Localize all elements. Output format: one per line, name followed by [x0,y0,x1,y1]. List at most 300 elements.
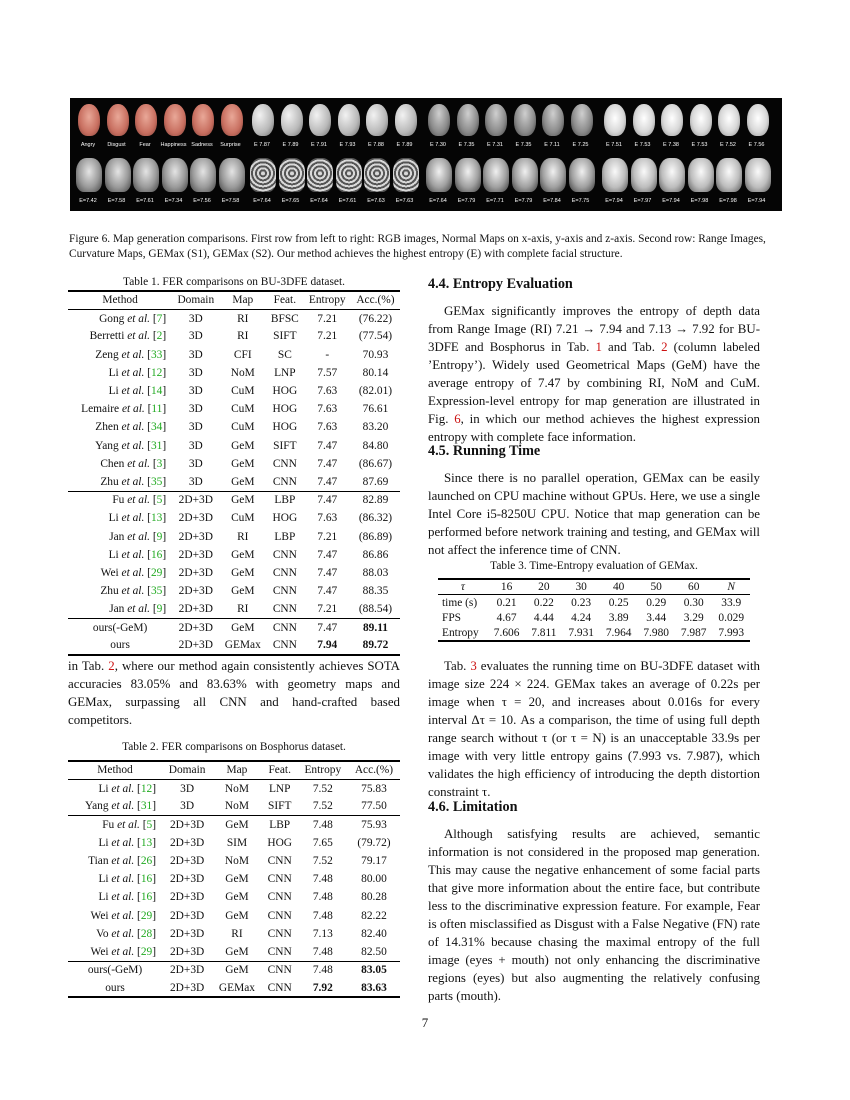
domain-cell: 3D [180,782,195,795]
map-cell: GEMax [218,981,255,994]
domain-cell: 3D [188,366,203,379]
face-thumbnail [309,104,331,136]
row-label: Entropy [442,626,479,639]
entropy-label: E=7.75 [571,198,590,204]
value-cell: 0.25 [608,596,629,609]
value-cell: 0.30 [683,596,704,609]
face-thumbnail [690,104,712,136]
table-row [68,309,400,327]
citation-link[interactable]: 31 [150,439,163,452]
table-row [68,364,400,382]
tab-2-link[interactable]: 2 [661,340,668,354]
citation-link[interactable]: 12 [150,366,163,379]
entropy-cell: 7.52 [312,782,333,795]
domain-cell: 2D+3D [169,945,205,958]
entropy-cell: 7.48 [312,964,333,977]
feat-cell: SC [277,348,292,361]
domain-cell: 2D+3D [169,873,205,886]
method-cell: Berretti et al. [2] [89,330,167,343]
face-thumbnail [336,158,362,192]
entropy-cell: 7.63 [317,421,338,434]
ours-row [68,979,400,997]
domain-cell: 2D+3D [169,891,205,904]
acc-cell: 80.00 [361,873,387,886]
entropy-cell: 7.63 [317,385,338,398]
entropy-label: E 7.31 [487,142,503,148]
value-cell: 0.23 [571,596,592,609]
citation-link[interactable]: 28 [140,927,153,940]
face-thumbnail [633,104,655,136]
figure-6-image [70,98,782,211]
face-thumbnail [162,158,188,192]
feat-cell: SIFT [273,439,297,452]
feat-cell: CNN [267,873,292,886]
acc-cell: 70.93 [362,348,389,361]
map-cell: CuM [231,421,255,434]
domain-cell: 3D [188,421,203,434]
domain-cell: 2D+3D [169,855,205,868]
entropy-label: E=7.71 [486,198,504,204]
table-row [68,437,400,455]
acc-cell: (79.72) [357,836,391,849]
acc-cell: 80.14 [362,366,389,379]
method-cell: Zhen et al. [34] [95,421,167,434]
citation-link[interactable]: 16 [140,873,153,886]
value-cell: 3.29 [683,611,704,624]
feat-cell: CNN [267,855,292,868]
method-cell: Wei et al. [29] [100,566,167,579]
table-row [68,797,400,815]
expression-label: Happiness [160,142,187,148]
entropy-cell: - [325,348,330,361]
entropy-cell: 7.63 [317,512,338,525]
method-cell: Li et al. [12] [108,366,167,379]
entropy-label: E=7.64 [429,198,447,204]
entropy-label: E=7.58 [221,198,240,204]
citation-link[interactable]: 7 [156,312,163,325]
section-4-6-title: 4.6. Limitation [428,799,518,815]
method-cell: ours(-GeM) [92,621,148,634]
domain-cell: 3D [188,475,203,488]
entropy-cell: 7.13 [312,927,333,940]
feat-cell: CNN [272,639,297,652]
entropy-label: E 7.51 [606,142,622,148]
map-cell: CuM [231,512,255,525]
column-header: Acc.(%) [356,294,395,307]
feat-cell: HOG [272,403,298,416]
entropy-label: E 7.11 [544,142,560,148]
acc-cell: 75.93 [361,818,387,831]
face-thumbnail [338,104,360,136]
table-row [68,852,400,870]
feat-cell: SIFT [273,330,297,343]
entropy-cell: 7.92 [312,981,333,994]
map-cell: CuM [231,385,255,398]
acc-cell: 82.40 [361,927,387,940]
entropy-label: E=7.94 [605,198,623,204]
entropy-label: E 7.35 [515,142,532,148]
left-paragraph: in Tab. 2, where our method again consistently achieves SOTA accuracies 83.05% and 83.63% with geometry maps and GEMax, surpassing all CNN and hand-crafted based competitors. [68,659,400,727]
citation-link[interactable]: 16 [140,891,153,904]
column-header: Feat. [273,294,297,307]
entropy-label: E=7.79 [514,198,533,204]
citation-link[interactable]: 33 [150,348,163,361]
domain-cell: 3D [180,800,195,813]
entropy-label: E=7.63 [367,198,385,204]
domain-cell: 2D+3D [169,836,205,849]
column-header: Map [226,764,248,777]
map-cell: GeM [231,457,255,470]
face-thumbnail [221,104,243,136]
citation-link[interactable]: 31 [140,800,153,813]
face-thumbnail [426,158,452,192]
method-cell: Zhu et al. [35] [100,475,167,488]
map-cell: GEMax [224,639,261,652]
map-cell: NoM [230,366,255,379]
ours-row [68,637,400,655]
column-header: 40 [612,581,625,593]
entropy-label: E 7.53 [634,142,651,148]
domain-cell: 3D [188,439,203,452]
citation-link[interactable]: 26 [140,855,153,868]
face-thumbnail [364,158,390,192]
method-cell: Li et al. [12] [98,782,157,795]
acc-cell: 87.69 [362,475,389,488]
table-row [68,327,400,345]
method-cell: Vo et al. [28] [96,927,157,940]
table-row [68,816,400,834]
entropy-label: E=7.42 [79,198,97,204]
row-label: time (s) [442,596,478,609]
feat-cell: CNN [267,981,292,994]
domain-cell: 2D+3D [178,530,213,543]
face-thumbnail [78,104,100,136]
feat-cell: CNN [272,621,297,634]
entropy-cell: 7.94 [317,639,338,652]
face-thumbnail [747,104,769,136]
entropy-cell: 7.63 [317,403,338,416]
domain-cell: 3D [188,457,203,470]
section-4-5-title: 4.5. Running Time [428,443,541,459]
entropy-cell: 7.47 [317,439,338,452]
column-header: 16 [500,581,513,593]
value-cell: 7.931 [568,626,594,639]
map-cell: GeM [225,964,249,977]
acc-cell: 88.35 [362,585,389,598]
face-thumbnail [133,158,159,192]
table-2 [68,760,400,998]
value-cell: 7.993 [718,626,745,639]
map-cell: GeM [231,585,255,598]
face-thumbnail [688,158,714,192]
domain-cell: 2D+3D [178,621,213,634]
table-row [68,418,400,436]
column-header: Method [102,294,138,307]
table-row [68,491,400,509]
entropy-label: E=7.79 [457,198,476,204]
acc-cell: (77.54) [358,330,393,343]
table-row [68,400,400,418]
acc-cell: 76.61 [362,403,389,416]
acc-cell: 86.86 [362,548,389,561]
entropy-label: E=7.56 [193,198,211,204]
entropy-cell: 7.21 [317,603,338,616]
face-thumbnail [718,104,740,136]
citation-link[interactable]: 13 [150,512,163,525]
feat-cell: HOG [272,512,298,525]
feat-cell: CNN [272,457,297,470]
column-header: Map [232,294,254,307]
column-header: Method [97,764,133,777]
entropy-label: E=7.64 [310,198,328,204]
map-cell: RI [231,927,243,940]
table-row [68,509,400,527]
feat-cell: HOG [272,385,298,398]
method-cell: Lemaire et al. [11] [81,403,167,416]
entropy-label: E=7.63 [395,198,414,204]
table-1 [68,290,400,656]
feat-cell: LBP [269,818,291,831]
acc-cell: 83.05 [361,964,387,977]
domain-cell: 2D+3D [178,548,213,561]
feat-cell: LNP [274,366,296,379]
citation-link[interactable]: 2 [156,330,163,343]
table-row [68,834,400,852]
expression-label: Angry [80,142,96,148]
face-thumbnail [252,104,274,136]
map-cell: GeM [231,548,255,561]
column-header: 30 [575,581,587,593]
table-3-header-row [438,579,750,595]
citation-link[interactable]: 14 [150,385,163,398]
citation-link[interactable]: 35 [150,585,163,598]
table-1-header-row [68,291,400,309]
feat-cell: CNN [267,945,292,958]
citation-link[interactable]: 5 [146,818,153,831]
method-cell: Zhu et al. [35] [100,585,167,598]
face-thumbnail [542,104,564,136]
section-4-4-text: GEMax significantly improves the entropy of depth data from Range Image (RI) 7.21 → 7.94 and 7.13 → 7.92 for BU-3DFE and Bosphorus in Tab. 1 and Tab. 2 (column labeled ’Entropy’). Widely used Geometrical Maps (GeM) have the average entropy of 7.47 by combining RI, NoM and CuM. Expression-level entropy for map generation are illustrated in Fig. 6, in which our method achieves the highest expression entropy with complete face information. [428,304,760,444]
map-cell: GeM [225,945,249,958]
entropy-label: E=7.64 [253,198,271,204]
face-thumbnail [602,158,628,192]
value-cell: 3.44 [646,611,667,624]
acc-cell: 89.72 [362,639,389,652]
face-thumbnail [604,104,626,136]
value-cell: 7.987 [680,626,707,639]
acc-cell: 83.20 [362,421,389,434]
table-row [438,595,750,611]
map-cell: GeM [231,566,255,579]
column-header: Entropy [304,764,342,777]
citation-link[interactable]: 3 [156,457,163,470]
face-thumbnail [105,158,131,192]
expression-label: Surprise [220,142,241,148]
citation-link[interactable]: 29 [140,945,153,958]
domain-cell: 2D+3D [178,566,213,579]
ours-gem-row [68,961,400,979]
method-cell: Jan et al. [9] [109,530,167,543]
citation-link[interactable]: 11 [151,403,163,416]
column-header: Entropy [308,294,346,307]
citation-link[interactable]: 9 [156,603,163,616]
face-thumbnail [455,158,481,192]
entropy-label: E 7.56 [748,142,765,148]
entropy-cell: 7.52 [312,800,333,813]
value-cell: 4.67 [496,611,517,624]
citation-link[interactable]: 9 [156,530,163,543]
map-cell: NoM [224,855,249,868]
feat-cell: HOG [267,836,293,849]
table-row [68,600,400,618]
citation-link[interactable]: 29 [150,566,163,579]
table-row [68,546,400,564]
map-cell: GeM [231,439,255,452]
map-cell: RI [237,603,249,616]
acc-cell: 75.83 [361,782,387,795]
feat-cell: CNN [267,964,292,977]
table-row [68,870,400,888]
method-cell: ours [110,639,130,652]
table-3-caption: Table 3. Time-Entropy evaluation of GEMax. [490,560,698,572]
method-cell: Fu et al. [5] [102,818,157,831]
domain-cell: 3D [188,330,203,343]
tab-2-link[interactable]: 2 [108,659,115,673]
map-cell: RI [237,530,249,543]
column-header: 60 [688,581,700,593]
feat-cell: BFSC [270,312,299,325]
face-thumbnail [571,104,593,136]
column-header: Acc.(%) [354,764,394,777]
method-cell: Yang et al. [31] [95,439,167,452]
entropy-label: E=7.34 [164,198,183,204]
column-header: N [727,581,736,593]
map-cell: RI [237,330,249,343]
value-cell: 0.029 [718,611,745,624]
citation-link[interactable]: 16 [150,548,163,561]
citation-link[interactable]: 35 [150,475,163,488]
entropy-label: E=7.94 [747,198,766,204]
value-cell: 7.811 [531,626,557,639]
entropy-label: E 7.93 [339,142,356,148]
entropy-cell: 7.52 [312,855,333,868]
method-cell: Jan et al. [9] [109,603,167,616]
entropy-cell: 7.48 [312,909,333,922]
face-thumbnail [540,158,566,192]
entropy-cell: 7.47 [317,457,338,470]
citation-link[interactable]: 29 [140,909,153,922]
entropy-cell: 7.57 [317,366,338,379]
domain-cell: 2D+3D [178,585,213,598]
face-thumbnail [279,158,305,192]
map-cell: GeM [231,621,255,634]
citation-link[interactable]: 13 [140,836,153,849]
entropy-label: E 7.88 [368,142,384,148]
entropy-label: E 7.87 [254,142,270,148]
domain-cell: 3D [188,312,203,325]
face-thumbnail [164,104,186,136]
entropy-cell: 7.47 [317,548,338,561]
section-4-5-table3-text: Tab. 3 evaluates the running time on BU-3DFE dataset with image size 224 × 224. GEMax takes an average of 0.22s per image when τ = 20, and increases about 0.016s for every interval Δτ = 10. As a comparison, the time of using full depth range search without τ (or τ = N) is an unacceptable 33.9s per image with very little entropy gains (7.993 vs. 7.987), which validates the high efficiency of introducing the depth distortion constraint τ. [428,659,761,799]
table-row [68,943,400,961]
column-header: Domain [168,764,206,777]
entropy-cell: 7.47 [317,475,338,488]
column-header: 20 [538,581,550,593]
entropy-label: E 7.38 [663,142,679,148]
table-row [438,626,750,642]
method-cell: Li et al. [13] [98,836,157,849]
domain-cell: 2D+3D [169,981,205,994]
entropy-cell: 7.48 [312,873,333,886]
table-row [68,779,400,797]
feat-cell: CNN [267,909,292,922]
expression-label: Disgust [107,142,126,148]
acc-cell: 77.50 [361,800,387,813]
entropy-label: E 7.53 [691,142,708,148]
entropy-cell: 7.21 [317,330,338,343]
fig-6-link[interactable]: 6 [454,412,461,426]
entropy-label: E=7.65 [281,198,300,204]
entropy-label: E 7.52 [720,142,736,148]
map-cell: GeM [225,873,249,886]
entropy-cell: 7.47 [317,566,338,579]
section-4-6-text: Although satisfying results are achieved, semantic information is not considered in the proposed map generation. This may cause the negative enhancement of some facial parts that give more information about the entire face, but contribute less to the discriminative expression feature. For example, Fear is often misclassified as Disgust with a False Negative (FN) rate of 14.31% because chasing the maximal entropy of the full image (eyes + mouth) not only enhancing the discriminative regions (eyes) but also augmenting the relatively confusing parts (mouth). [428,827,760,1003]
entropy-cell: 7.47 [317,494,338,507]
entropy-label: E 7.89 [282,142,299,148]
column-header: Domain [177,294,215,307]
entropy-label: E=7.94 [662,198,680,204]
face-thumbnail [661,104,683,136]
acc-cell: (76.22) [358,312,393,325]
map-cell: SIM [226,836,248,849]
acc-cell: 84.80 [362,439,389,452]
map-cell: NoM [224,782,249,795]
entropy-label: E 7.25 [572,142,589,148]
face-thumbnail [457,104,479,136]
value-cell: 0.22 [533,596,554,609]
citation-link[interactable]: 5 [156,494,163,507]
entropy-cell: 7.65 [312,836,333,849]
feat-cell: LBP [274,494,296,507]
citation-link[interactable]: 34 [150,421,163,434]
acc-cell: (82.01) [358,385,393,398]
face-thumbnail [485,104,507,136]
citation-link[interactable]: 12 [140,782,153,795]
value-cell: 0.21 [496,596,517,609]
domain-cell: 2D+3D [178,512,213,525]
face-thumbnail [219,158,245,192]
table-row [68,527,400,545]
tab-1-link[interactable]: 1 [595,340,602,354]
feat-cell: HOG [272,421,298,434]
value-cell: 4.44 [533,611,554,624]
face-thumbnail [250,158,276,192]
tab-3-link[interactable]: 3 [470,659,477,673]
face-thumbnail [107,104,129,136]
feat-cell: CNN [272,603,297,616]
face-thumbnail [631,158,657,192]
face-thumbnail [307,158,333,192]
entropy-label: E=7.98 [690,198,709,204]
feat-cell: CNN [267,927,292,940]
face-thumbnail [366,104,388,136]
value-cell: 7.964 [605,626,632,639]
table-1-caption: Table 1. FER comparisons on BU-3DFE dataset. [123,276,345,288]
entropy-label: E=7.98 [719,198,737,204]
face-thumbnail [190,158,216,192]
figure-6-caption: Figure 6. Map generation comparisons. First row from left to right: RGB images, Normal Maps on x-axis, y-axis and z-axis. Second row: Range Images, Curvature Maps, GEMax (S1), GEMax (S2). Our method achieves the highest entropy (E) with complete facial structure. [69,233,766,260]
column-header: Feat. [268,764,291,777]
